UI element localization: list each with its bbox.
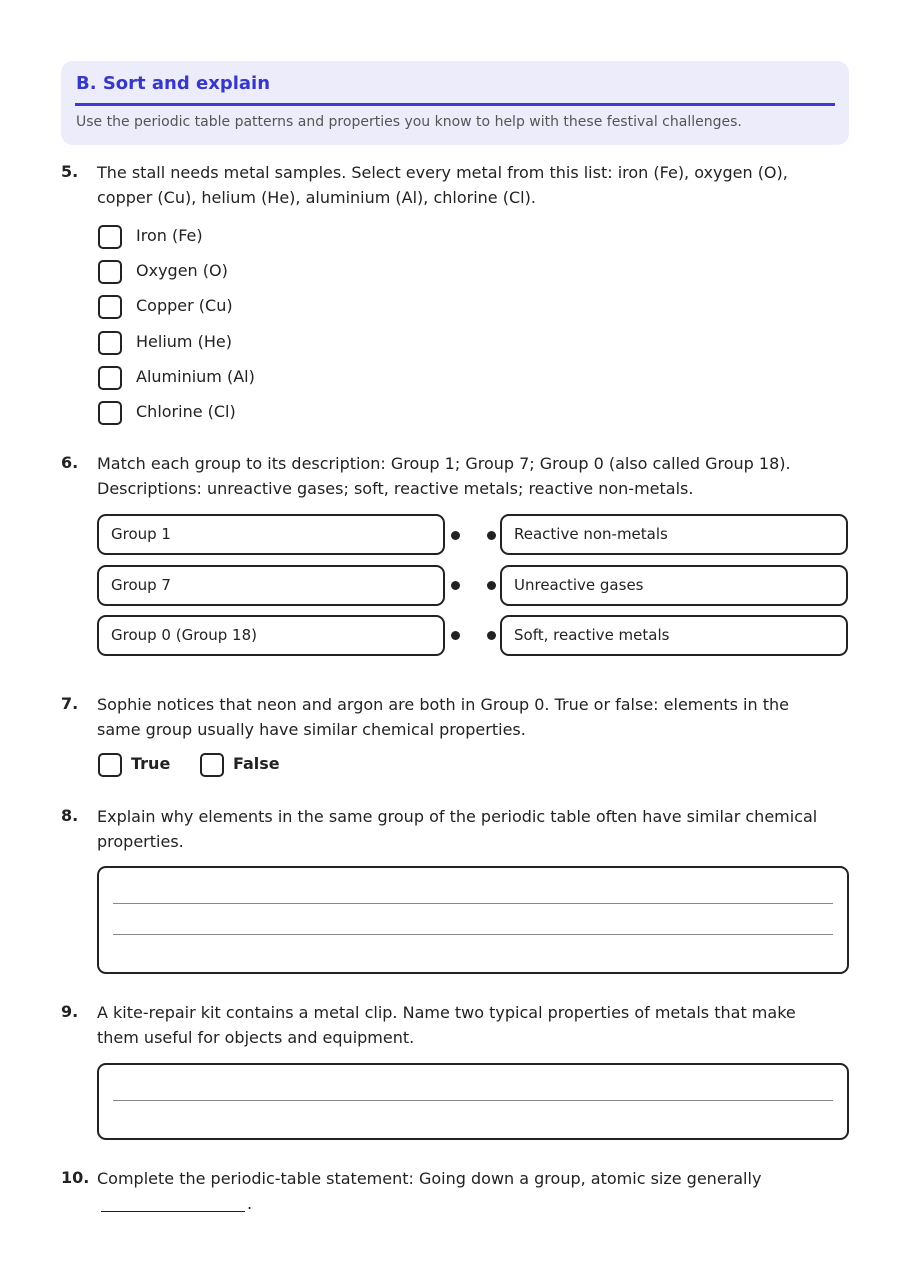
checkbox-false[interactable] (200, 753, 224, 777)
answer-box-question-9[interactable] (97, 1063, 849, 1140)
fill-in-blank[interactable] (101, 1211, 245, 1212)
option-label-iron: Iron (Fe) (136, 226, 203, 245)
true-label: True (131, 754, 171, 773)
match-right-label: Soft, reactive metals (514, 626, 670, 644)
answer-line (113, 934, 833, 935)
match-right-soft-reactive-metals[interactable] (500, 615, 848, 656)
match-left-connector-dot[interactable] (451, 531, 460, 540)
match-right-label: Reactive non-metals (514, 525, 668, 543)
answer-box-question-8[interactable] (97, 866, 849, 974)
match-right-connector-dot[interactable] (487, 631, 496, 640)
match-left-label: Group 7 (111, 576, 171, 594)
match-right-label: Unreactive gases (514, 576, 644, 594)
statement-end-punctuation: . (247, 1194, 253, 1213)
match-right-unreactive-gases[interactable] (500, 565, 848, 606)
match-left-group-0[interactable] (97, 615, 445, 656)
question-10-text: Complete the periodic-table statement: Going down a group, atomic size generally (97, 1169, 762, 1188)
match-left-connector-dot[interactable] (451, 631, 460, 640)
checkbox-true[interactable] (98, 753, 122, 777)
question-8-text: Explain why elements in the same group of the periodic table often have similar chemical properties. (97, 807, 818, 851)
answer-line (113, 903, 833, 904)
question-9-number: 9. (61, 1002, 79, 1021)
match-left-connector-dot[interactable] (451, 581, 460, 590)
option-label-oxygen: Oxygen (O) (136, 261, 228, 280)
match-left-group-1[interactable] (97, 514, 445, 555)
question-5-number: 5. (61, 162, 79, 181)
section-banner (61, 61, 849, 145)
checkbox-chlorine[interactable] (98, 401, 122, 425)
checkbox-copper[interactable] (98, 295, 122, 319)
question-7-text: Sophie notices that neon and argon are both in Group 0. True or false: elements in the same group usually have similar chemical properties. (97, 695, 789, 739)
match-right-reactive-non-metals[interactable] (500, 514, 848, 555)
question-6-number: 6. (61, 453, 79, 472)
match-right-connector-dot[interactable] (487, 581, 496, 590)
match-left-group-7[interactable] (97, 565, 445, 606)
checkbox-helium[interactable] (98, 331, 122, 355)
checkbox-iron[interactable] (98, 225, 122, 249)
false-label: False (233, 754, 280, 773)
match-left-label: Group 1 (111, 525, 171, 543)
checkbox-oxygen[interactable] (98, 260, 122, 284)
option-label-copper: Copper (Cu) (136, 296, 233, 315)
question-8-number: 8. (61, 806, 79, 825)
match-right-connector-dot[interactable] (487, 531, 496, 540)
section-title: B. Sort and explain (76, 73, 271, 94)
question-9-text: A kite-repair kit contains a metal clip. Name two typical properties of metals that make them useful for objects and equipment. (97, 1003, 796, 1047)
answer-line (113, 1100, 833, 1101)
section-divider (75, 103, 835, 106)
question-10-number: 10. (61, 1168, 90, 1187)
question-7-number: 7. (61, 694, 79, 713)
question-6-text: Match each group to its description: Group 1; Group 7; Group 0 (also called Group 18). Descriptions: unreactive gases; soft, reactive metals; reactive non-metals. (97, 454, 791, 498)
match-left-label: Group 0 (Group 18) (111, 626, 257, 644)
option-label-aluminium: Aluminium (Al) (136, 367, 255, 386)
question-5-text: The stall needs metal samples. Select every metal from this list: iron (Fe), oxygen (O), copper (Cu), helium (He), aluminium (Al), chlorine (Cl). (97, 163, 788, 207)
checkbox-aluminium[interactable] (98, 366, 122, 390)
option-label-helium: Helium (He) (136, 332, 232, 351)
section-subtitle: Use the periodic table patterns and properties you know to help with these festival challenges. (76, 114, 742, 130)
option-label-chlorine: Chlorine (Cl) (136, 402, 236, 421)
